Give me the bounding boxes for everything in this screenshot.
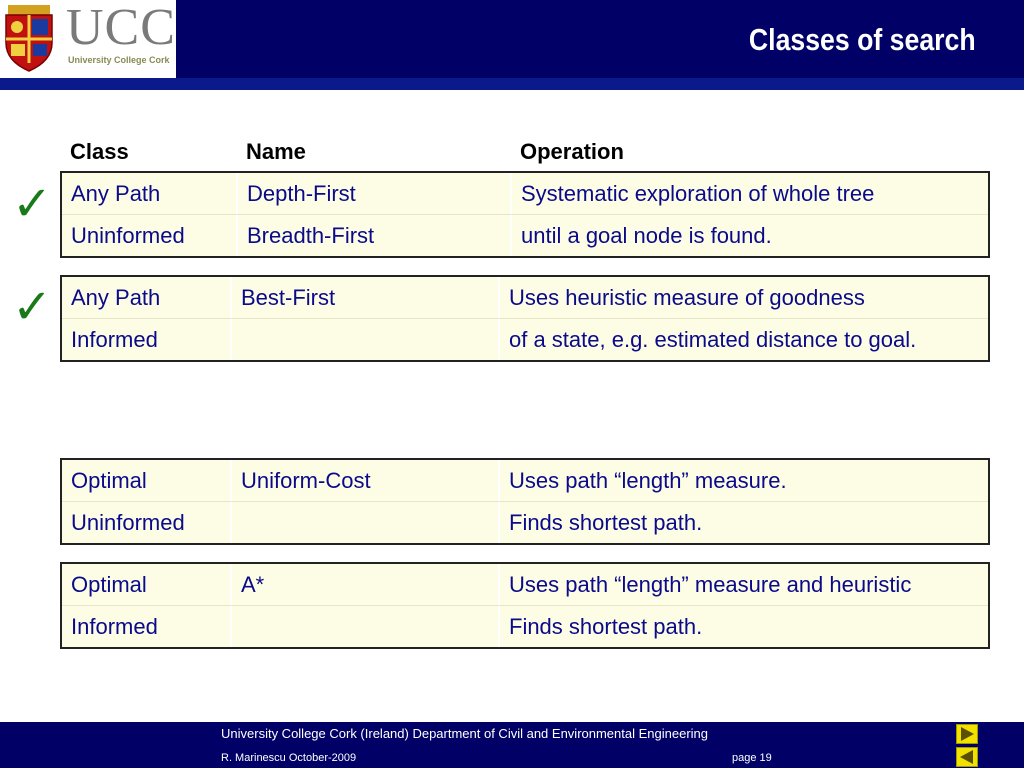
table-row bbox=[62, 173, 988, 214]
prev-slide-button[interactable] bbox=[956, 747, 978, 767]
next-slide-button[interactable] bbox=[956, 724, 978, 744]
slide-title: Classes of search bbox=[749, 22, 976, 57]
cell-name bbox=[232, 606, 241, 647]
ucc-crest-icon bbox=[2, 3, 56, 73]
cell-operation: Uses path “length” measure. bbox=[509, 468, 787, 493]
next-slide-icon bbox=[957, 725, 977, 743]
logo-text: UCC bbox=[66, 0, 176, 56]
cell-class: Uninformed bbox=[71, 223, 185, 248]
cell-class: Informed bbox=[71, 327, 158, 352]
cell-operation: Uses heuristic measure of goodness bbox=[509, 285, 865, 310]
header-stripe bbox=[0, 78, 1024, 90]
cell-class: Informed bbox=[71, 614, 158, 639]
column-header-class: Class bbox=[70, 139, 129, 164]
cell-class: Optimal bbox=[71, 572, 147, 597]
search-class-table-3 bbox=[60, 458, 990, 545]
table-row bbox=[62, 564, 988, 605]
column-header-name: Name bbox=[246, 139, 306, 164]
cell-operation: Systematic exploration of whole tree bbox=[521, 181, 875, 206]
cell-operation: until a goal node is found. bbox=[521, 223, 772, 248]
check-mark-icon: ✓ bbox=[12, 279, 53, 335]
footer-author: R. Marinescu October-2009 bbox=[221, 752, 357, 764]
cell-operation: Finds shortest path. bbox=[509, 510, 703, 535]
cell-name: Best-First bbox=[241, 285, 336, 310]
table-row bbox=[62, 460, 988, 501]
footer-page-number: page 19 bbox=[732, 752, 772, 764]
check-mark-icon: ✓ bbox=[12, 176, 53, 232]
cell-name: Breadth-First bbox=[247, 223, 375, 248]
cell-class: Any Path bbox=[71, 285, 161, 310]
table-row bbox=[62, 501, 988, 543]
search-class-table-4 bbox=[60, 562, 990, 649]
search-class-table-2 bbox=[60, 275, 990, 362]
cell-class: Any Path bbox=[71, 181, 161, 206]
ucc-logo bbox=[0, 0, 176, 78]
cell-class: Uninformed bbox=[71, 510, 185, 535]
cell-name bbox=[232, 319, 241, 360]
cell-operation: Finds shortest path. bbox=[509, 614, 703, 639]
table-row bbox=[62, 318, 988, 360]
cell-class: Optimal bbox=[71, 468, 147, 493]
search-class-table-1 bbox=[60, 171, 990, 258]
cell-name: A* bbox=[241, 572, 265, 597]
cell-operation: Uses path “length” measure and heuristic bbox=[509, 572, 912, 597]
table-row bbox=[62, 277, 988, 318]
prev-slide-icon bbox=[957, 748, 977, 766]
cell-name bbox=[232, 502, 241, 543]
table-row bbox=[62, 214, 988, 256]
cell-name: Depth-First bbox=[247, 181, 356, 206]
cell-operation: of a state, e.g. estimated distance to goal. bbox=[509, 327, 917, 352]
table-row bbox=[62, 605, 988, 647]
footer-institution: University College Cork (Ireland) Department of Civil and Environmental Engineering bbox=[221, 726, 708, 741]
column-header-operation: Operation bbox=[520, 139, 624, 164]
cell-name: Uniform-Cost bbox=[241, 468, 371, 493]
logo-subtitle: University College Cork bbox=[68, 55, 170, 65]
